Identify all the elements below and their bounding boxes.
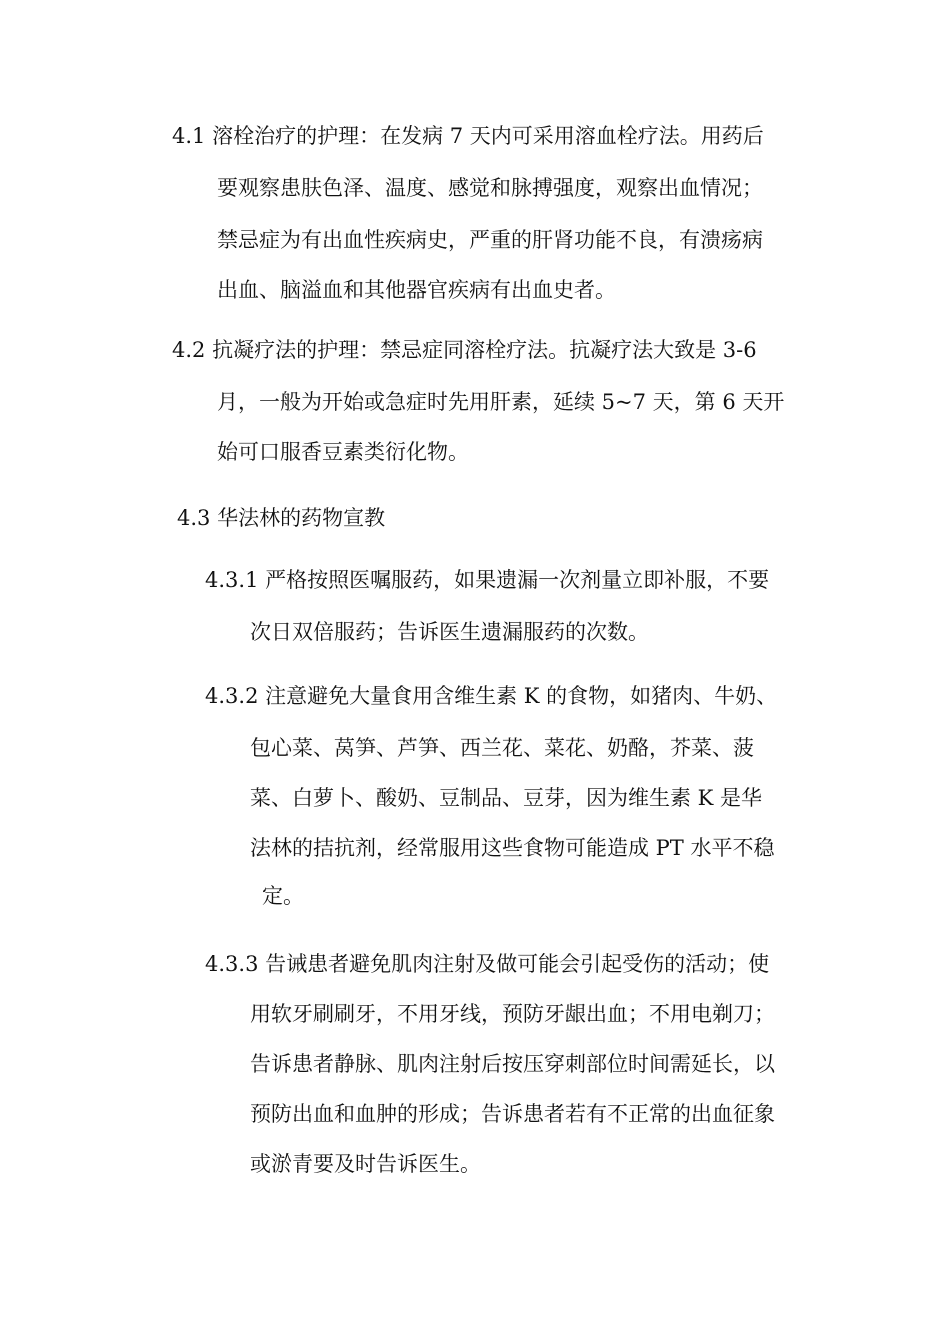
section-4-1-line-2: 要观察患肤色泽、温度、感觉和脉搏强度，观察出血情况； — [217, 176, 763, 200]
section-4-1-line-4: 出血、脑溢血和其他器官疾病有出血史者。 — [217, 278, 616, 302]
item-4-3-2-line-3: 菜、白萝卜、酸奶、豆制品、豆芽，因为维生素 K 是华 — [250, 786, 763, 810]
item-4-3-1-line-2: 次日双倍服药；告诉医生遗漏服药的次数。 — [250, 620, 649, 644]
item-4-3-2-line-2: 包心菜、莴笋、芦笋、西兰花、菜花、奶酪，芥菜、菠 — [250, 736, 754, 760]
section-4-3-heading: 4.3 华法林的药物宣教 — [177, 506, 386, 530]
item-4-3-2-line-4: 法林的拮抗剂，经常服用这些食物可能造成 PT 水平不稳 — [250, 836, 775, 860]
item-4-3-3-line-2: 用软牙刷刷牙，不用牙线，预防牙龈出血；不用电剃刀； — [250, 1002, 775, 1026]
section-4-2-line-2: 月，一般为开始或急症时先用肝素，延续 5~7 天，第 6 天开 — [217, 390, 785, 414]
item-4-3-2-line-1: 4.3.2 注意避免大量食用含维生素 K 的食物，如猪肉、牛奶、 — [205, 684, 778, 708]
section-4-1-line-1: 4.1 溶栓治疗的护理：在发病 7 天内可采用溶血栓疗法。用药后 — [172, 124, 764, 148]
item-4-3-3-line-3: 告诉患者静脉、肌肉注射后按压穿刺部位时间需延长，以 — [250, 1052, 775, 1076]
section-4-2-line-3: 始可口服香豆素类衍化物。 — [217, 440, 469, 464]
item-4-3-2-line-5: 定。 — [262, 884, 304, 908]
section-4-2-line-1: 4.2 抗凝疗法的护理：禁忌症同溶栓疗法。抗凝疗法大致是 3-6 — [172, 338, 757, 362]
item-4-3-3-line-4: 预防出血和血肿的形成；告诉患者若有不正常的出血征象 — [250, 1102, 775, 1126]
item-4-3-1-line-1: 4.3.1 严格按照医嘱服药，如果遗漏一次剂量立即补服，不要 — [205, 568, 770, 592]
item-4-3-3-line-1: 4.3.3 告诫患者避免肌肉注射及做可能会引起受伤的活动；使 — [205, 952, 770, 976]
section-4-1-line-3: 禁忌症为有出血性疾病史，严重的肝肾功能不良，有溃疡病 — [217, 228, 763, 252]
item-4-3-3-line-5: 或淤青要及时告诉医生。 — [250, 1152, 481, 1176]
